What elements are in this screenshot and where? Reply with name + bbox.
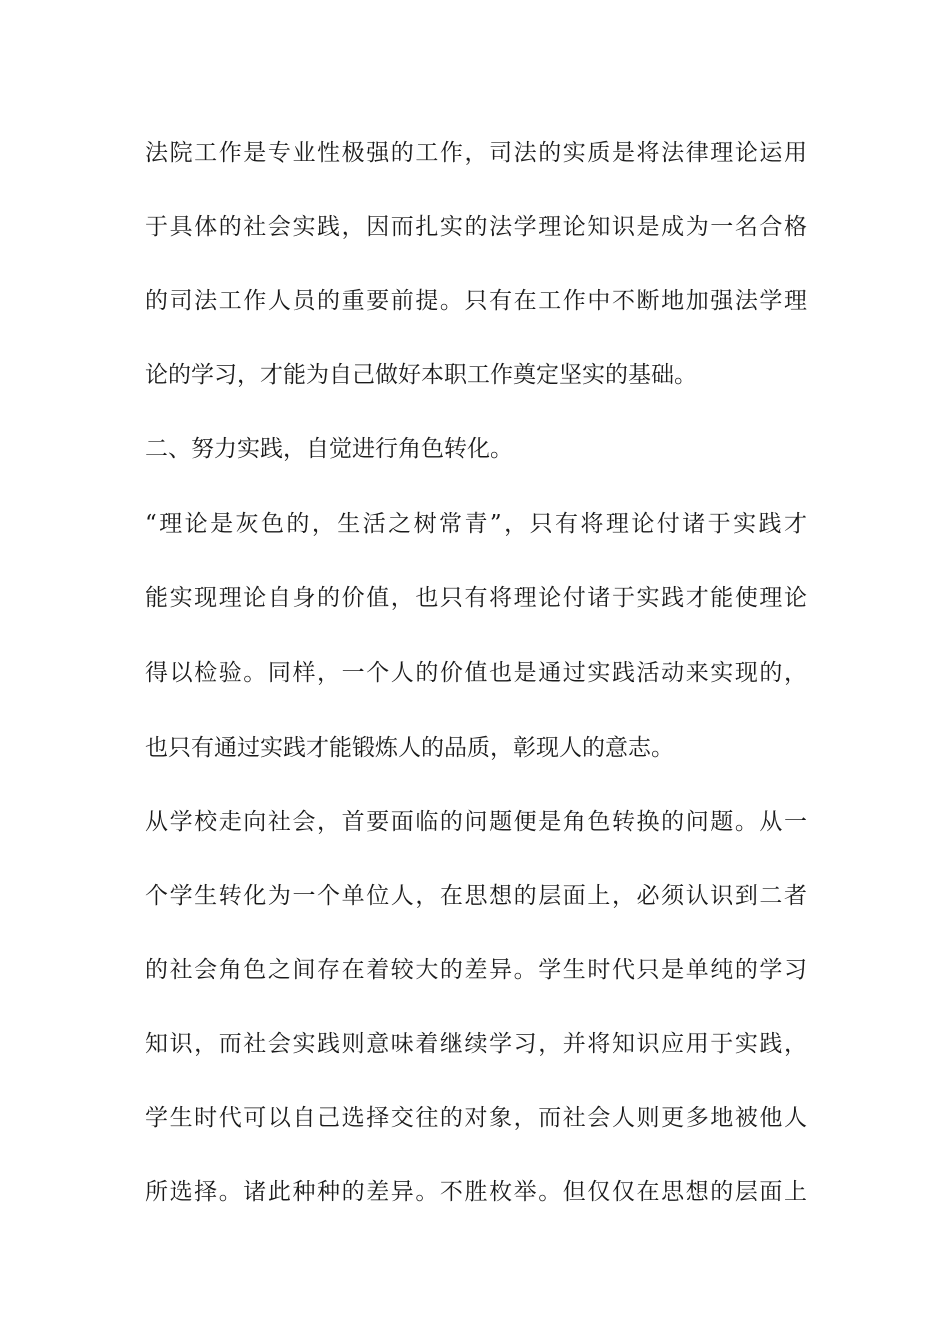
paragraph-line: 个学生转化为一个单位人，在思想的层面上，必须认识到二者 [145, 883, 807, 909]
paragraph-line: 学生时代可以自己选择交往的对象，而社会人则更多地被他人 [145, 1105, 807, 1131]
paragraph-line: 得以检验。同样，一个人的价值也是通过实践活动来实现的， [145, 660, 807, 686]
paragraph-line: 知识，而社会实践则意味着继续学习，并将知识应用于实践， [145, 1031, 807, 1057]
paragraph-line: 于具体的社会实践，因而扎实的法学理论知识是成为一名合格 [145, 214, 807, 240]
paragraph-line: 法院工作是专业性极强的工作，司法的实质是将法律理论运用 [145, 140, 807, 166]
paragraph-line: 也只有通过实践才能锻炼人的品质，彰现人的意志。 [145, 735, 674, 761]
paragraph-line: 的司法工作人员的重要前提。只有在工作中不断地加强法学理 [145, 288, 807, 314]
paragraph-line: 能实现理论自身的价值，也只有将理论付诸于实践才能使理论 [145, 585, 807, 611]
paragraph-line: 论的学习，才能为自己做好本职工作奠定坚实的基础。 [145, 362, 697, 388]
paragraph-line: 所选择。诸此种种的差异。不胜枚举。但仅仅在思想的层面上 [145, 1179, 807, 1205]
paragraph-line: “理论是灰色的，生活之树常青”，只有将理论付诸于实践才 [145, 511, 807, 537]
paragraph-line: 的社会角色之间存在着较大的差异。学生时代只是单纯的学习 [145, 957, 807, 983]
section-heading: 二、努力实践，自觉进行角色转化。 [145, 436, 513, 462]
paragraph-line: 从学校走向社会，首要面临的问题便是角色转换的问题。从一 [145, 809, 807, 835]
